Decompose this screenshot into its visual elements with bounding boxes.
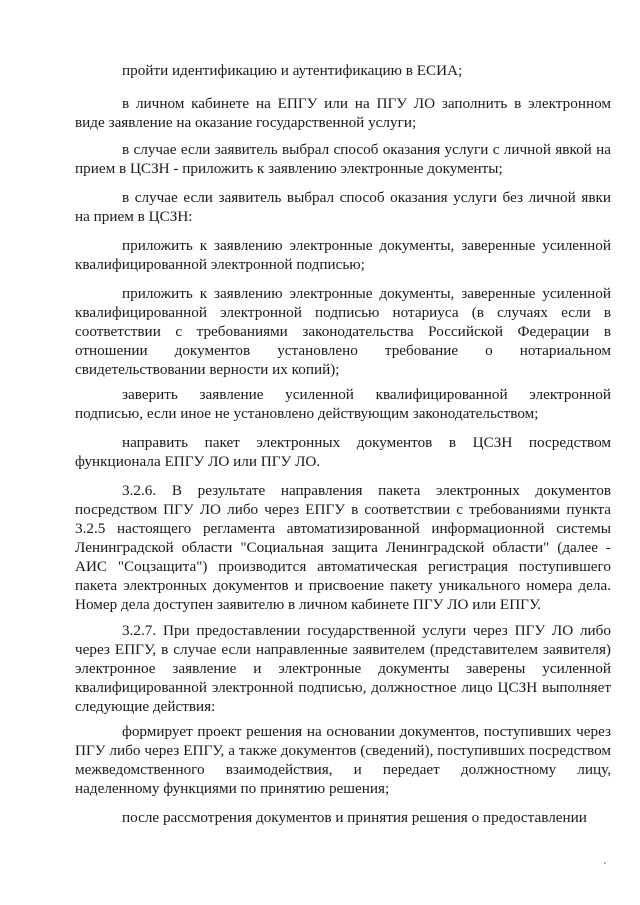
paragraph-3-2-7: 3.2.7. При предоставлении государственной услуги через ПГУ ЛО либо через ЕПГУ, в случае если направленные заявителем (представителем заявителя) электронное заявление и электронные документы заверены усиленной квалифицированной электронной подписью, должностное лицо ЦСЗН выполняет следующие действия: (75, 622, 611, 715)
paragraph-without-personal-visit: в случае если заявитель выбрал способ оказания услуги без личной явки на прием в ЦСЗН: (75, 189, 611, 225)
paragraph-after-review: после рассмотрения документов и принятия решения о предоставлении (122, 809, 587, 826)
paragraph-fill-application: в личном кабинете на ЕПГУ или на ПГУ ЛО заполнить в электронном виде заявление на оказание государственной услуги; (75, 95, 611, 131)
paragraph-attach-signed-docs: приложить к заявлению электронные документы, заверенные усиленной квалифицированной электронной подписью; (75, 237, 611, 273)
paragraph-send-package: направить пакет электронных документов в ЦСЗН посредством функционала ЕПГУ ЛО или ПГУ ЛО. (75, 434, 611, 470)
paragraph-draft-decision: формирует проект решения на основании документов, поступивших через ПГУ либо через ЕПГУ, а также документов (сведений), поступивших посредством межведомственного взаимодействия, и передает должностному лицу, наделенному функциями по принятию решения; (75, 723, 611, 797)
paragraph-with-personal-visit: в случае если заявитель выбрал способ оказания услуги с личной явкой на прием в ЦСЗН - приложить к заявлению электронные документы; (75, 141, 611, 177)
scan-speck (604, 862, 606, 864)
paragraph-esia-identification: пройти идентификацию и аутентификацию в ЕСИА; (122, 62, 463, 79)
paragraph-sign-application: заверить заявление усиленной квалифицированной электронной подписью, если иное не установлено действующим законодательством; (75, 386, 611, 422)
paragraph-3-2-6: 3.2.6. В результате направления пакета электронных документов посредством ПГУ ЛО либо через ЕПГУ в соответствии с требованиями пункта 3.2.5 настоящего регламента автоматизированной информационной системы Ленинградской области "Социальная защита Ленинградской области" (далее - АИС "Соцзащита") производится автоматическая регистрация поступившего пакета электронных документов и присвоение пакету уникального номера дела. Номер дела доступен заявителю в личном кабинете ПГУ ЛО или ЕПГУ. (75, 482, 611, 613)
paragraph-attach-notary-docs: приложить к заявлению электронные документы, заверенные усиленной квалифицированной электронной подписью нотариуса (в случаях если в соответствии с требованиями законодательства Российской Федерации в отношении документов установлено требование о нотариальном свидетельствовании верности их копий); (75, 285, 611, 378)
